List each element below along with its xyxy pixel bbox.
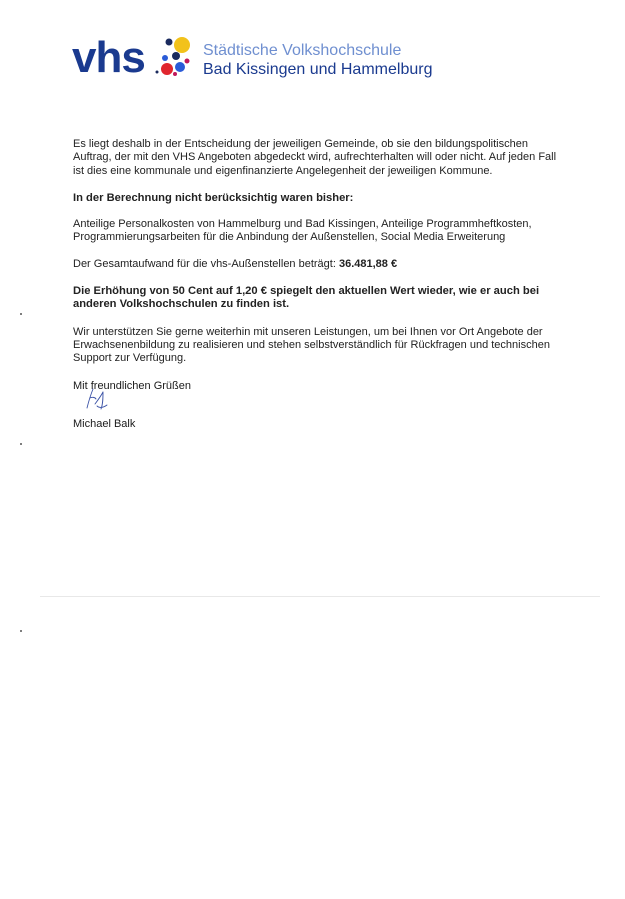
- letter-body: [73, 138, 563, 432]
- heading-not-considered: In der Berechnung nicht berücksichtig waren bisher:: [73, 191, 354, 204]
- handwritten-signature-icon: [81, 386, 111, 412]
- signature-block: [73, 380, 563, 432]
- bold-statement: Die Erhöhung von 50 Cent auf 1,20 € spiegelt den aktuellen Wert wieder, wie er auch bei anderen Volkshochschulen zu finden ist.: [73, 285, 540, 311]
- total-value: 36.481,88 €: [338, 257, 398, 270]
- signer-name: Michael Balk: [73, 417, 136, 430]
- letterhead: [72, 33, 492, 84]
- total-label: Der Gesamtaufwand für die vhs-Außenstellen beträgt:: [73, 257, 339, 270]
- paragraph-decision: Es liegt deshalb in der Entscheidung der jeweiligen Gemeinde, ob sie den bildungspolitischen Auftrag, der mit den VHS Angeboten abgedeckt wird, aufrechterhalten will oder nicht. Auf jeden Fall ist dies eine kommunale und eigenfinanzierte Angelegenheit der jeweiligen Kommune.: [73, 138, 557, 177]
- closing: Mit freundlichen Grüßen: [73, 379, 191, 392]
- total-line: [73, 258, 563, 271]
- org-name: [203, 42, 432, 80]
- vhs-logo-dots-icon: [154, 36, 194, 80]
- paragraph-support: Wir unterstützen Sie gerne weiterhin mit unseren Leistungen, um bei Ihnen vor Ort Angebote der Erwachsenenbildung zu realisieren und stehen selbstverständlich für Rückfragen und technischen Support zur Verfügung.: [73, 325, 550, 365]
- scan-speck: [20, 313, 22, 315]
- org-name-line2: Bad Kissingen und Hammelburg: [203, 61, 433, 78]
- vhs-logo-text: vhs: [72, 33, 145, 82]
- org-name-line1: Städtische Volkshochschule: [203, 42, 402, 59]
- scan-speck: [20, 443, 22, 445]
- scan-fold-line: [40, 596, 600, 597]
- paragraph-costs: Anteilige Personalkosten von Hammelburg und Bad Kissingen, Anteilige Programmheftkosten, Programmierungsarbeiten für die Anbindung der Außenstellen, Social Media Erweiterung: [73, 218, 532, 244]
- scan-speck: [20, 630, 22, 632]
